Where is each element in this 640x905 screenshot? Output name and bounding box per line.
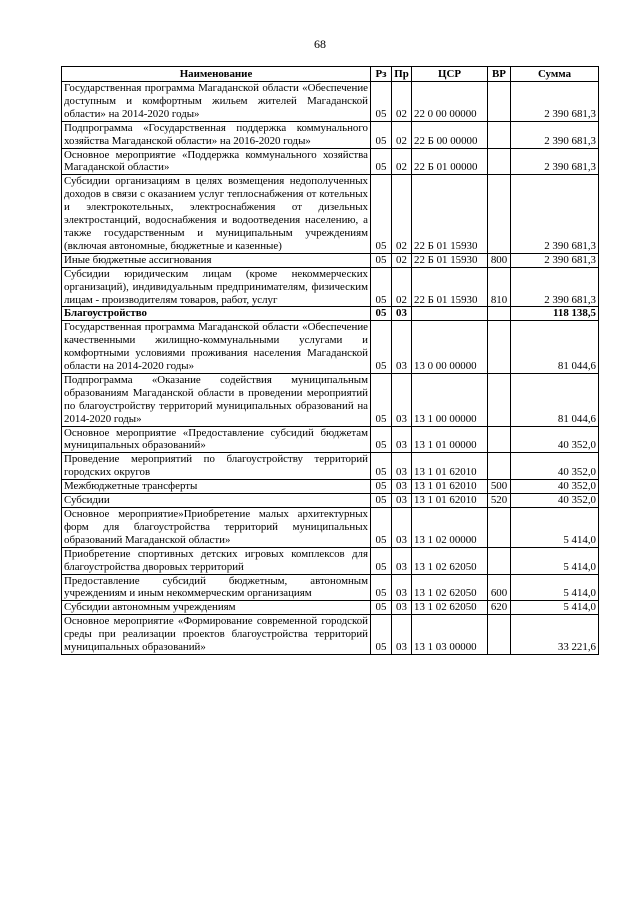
- cell-vr: [488, 426, 511, 453]
- cell-pr: 02: [392, 148, 412, 175]
- table-row: [62, 253, 599, 267]
- cell-vr: 620: [488, 601, 511, 615]
- cell-csr: 13 0 00 00000: [412, 321, 488, 374]
- cell-sum: 2 390 681,3: [511, 121, 599, 148]
- cell-sum: 40 352,0: [511, 480, 599, 494]
- cell-pr: 03: [392, 601, 412, 615]
- header-name: Наименование: [62, 67, 371, 82]
- cell-vr: [488, 547, 511, 574]
- cell-name: Основное мероприятие «Предоставление субсидий бюджетам муниципальных образований»: [62, 426, 371, 453]
- cell-csr: 22 Б 01 15930: [412, 175, 488, 253]
- cell-vr: 500: [488, 480, 511, 494]
- cell-sum: 5 414,0: [511, 601, 599, 615]
- cell-name: Межбюджетные трансферты: [62, 480, 371, 494]
- cell-csr: 13 1 03 00000: [412, 615, 488, 655]
- header-vr: ВР: [488, 67, 511, 82]
- cell-sum: 2 390 681,3: [511, 253, 599, 267]
- cell-csr: 22 Б 01 00000: [412, 148, 488, 175]
- cell-pr: 03: [392, 574, 412, 601]
- cell-sum: 118 138,5: [511, 307, 599, 321]
- cell-rz: 05: [371, 307, 392, 321]
- table-row: [62, 121, 599, 148]
- cell-rz: 05: [371, 480, 392, 494]
- cell-rz: 05: [371, 508, 392, 548]
- cell-name: Иные бюджетные ассигнования: [62, 253, 371, 267]
- cell-vr: [488, 175, 511, 253]
- cell-name: Благоустройство: [62, 307, 371, 321]
- table-row: [62, 615, 599, 655]
- page-number: 68: [314, 37, 326, 51]
- cell-name: Субсидии юридическим лицам (кроме некоммерческих организаций), индивидуальным предпринимателям, физическим лицам - производителям товаров, работ, услуг: [62, 267, 371, 307]
- cell-vr: [488, 121, 511, 148]
- cell-name: Приобретение спортивных детских игровых комплексов для благоустройства дворовых территорий: [62, 547, 371, 574]
- cell-pr: 03: [392, 547, 412, 574]
- cell-vr: [488, 82, 511, 122]
- cell-pr: 02: [392, 253, 412, 267]
- cell-pr: 03: [392, 480, 412, 494]
- cell-csr: 13 1 02 62050: [412, 547, 488, 574]
- cell-rz: 05: [371, 426, 392, 453]
- cell-sum: 2 390 681,3: [511, 267, 599, 307]
- cell-rz: 05: [371, 494, 392, 508]
- cell-rz: 05: [371, 615, 392, 655]
- header-rz: Рз: [371, 67, 392, 82]
- table-row: [62, 267, 599, 307]
- cell-name: Подпрограмма «Оказание содействия муниципальным образованиям Магаданской области в проведении мероприятий по благоустройству территорий муниципальных образований на 2014-2020 годы»: [62, 373, 371, 426]
- table-row: [62, 494, 599, 508]
- cell-pr: 03: [392, 307, 412, 321]
- table-row: [62, 508, 599, 548]
- cell-name: Основное мероприятие «Формирование современной городской среды при реализации проектов благоустройства территорий муниципальных образований»: [62, 615, 371, 655]
- cell-vr: [488, 453, 511, 480]
- cell-rz: 05: [371, 82, 392, 122]
- table-row: [62, 601, 599, 615]
- cell-pr: 02: [392, 82, 412, 122]
- cell-vr: [488, 508, 511, 548]
- cell-name: Государственная программа Магаданской области «Обеспечение доступным и комфортным жильем жителей Магаданской области» на 2014-2020 годы»: [62, 82, 371, 122]
- table-row: [62, 574, 599, 601]
- cell-rz: 05: [371, 148, 392, 175]
- table-row: [62, 453, 599, 480]
- cell-vr: [488, 148, 511, 175]
- cell-csr: 13 1 01 62010: [412, 480, 488, 494]
- cell-pr: 03: [392, 373, 412, 426]
- cell-vr: 520: [488, 494, 511, 508]
- cell-rz: 05: [371, 574, 392, 601]
- cell-csr: 22 Б 01 15930: [412, 253, 488, 267]
- cell-csr: 13 1 01 62010: [412, 494, 488, 508]
- cell-vr: [488, 373, 511, 426]
- cell-name: Субсидии автономным учреждениям: [62, 601, 371, 615]
- cell-sum: 5 414,0: [511, 547, 599, 574]
- table-row: [62, 480, 599, 494]
- cell-sum: 40 352,0: [511, 426, 599, 453]
- cell-csr: 13 1 01 62010: [412, 453, 488, 480]
- table-row: [62, 307, 599, 321]
- cell-csr: 13 1 00 00000: [412, 373, 488, 426]
- cell-rz: 05: [371, 453, 392, 480]
- cell-csr: 13 1 02 62050: [412, 601, 488, 615]
- cell-vr: 810: [488, 267, 511, 307]
- cell-name: Предоставление субсидий бюджетным, автономным учреждениям и иным некоммерческим организациям: [62, 574, 371, 601]
- cell-rz: 05: [371, 373, 392, 426]
- cell-sum: 2 390 681,3: [511, 175, 599, 253]
- cell-vr: 800: [488, 253, 511, 267]
- cell-rz: 05: [371, 253, 392, 267]
- cell-rz: 05: [371, 267, 392, 307]
- cell-name: Проведение мероприятий по благоустройству территорий городских округов: [62, 453, 371, 480]
- cell-pr: 02: [392, 175, 412, 253]
- cell-name: Основное мероприятие»Приобретение малых архитектурных форм для благоустройства территорий муниципальных образований Магаданской области»: [62, 508, 371, 548]
- cell-sum: 5 414,0: [511, 574, 599, 601]
- cell-rz: 05: [371, 547, 392, 574]
- cell-csr: 22 0 00 00000: [412, 82, 488, 122]
- cell-name: Субсидии: [62, 494, 371, 508]
- cell-pr: 03: [392, 453, 412, 480]
- header-csr: ЦСР: [412, 67, 488, 82]
- table-row: [62, 148, 599, 175]
- cell-vr: [488, 321, 511, 374]
- cell-name: Государственная программа Магаданской области «Обеспечение качественными жилищно-коммунальными услугами и комфортными условиями проживания населения Магаданской области на 2014-2020 годы»: [62, 321, 371, 374]
- cell-rz: 05: [371, 601, 392, 615]
- table-row: [62, 175, 599, 253]
- cell-csr: 13 1 02 62050: [412, 574, 488, 601]
- cell-sum: 40 352,0: [511, 494, 599, 508]
- cell-csr: 22 Б 00 00000: [412, 121, 488, 148]
- cell-name: Субсидии организациям в целях возмещения недополученных доходов в связи с оказанием услуг теплоснабжения от котельных и электрокотельных, электроснабжения от дизельных электростанций, водоснабжения и водоотведения населению, а также государственным и муниципальным учреждениям (включая автономные, бюджетные и казенные): [62, 175, 371, 253]
- table-row: [62, 82, 599, 122]
- cell-sum: 5 414,0: [511, 508, 599, 548]
- cell-sum: 33 221,6: [511, 615, 599, 655]
- cell-csr: 13 1 02 00000: [412, 508, 488, 548]
- header-pr: Пр: [392, 67, 412, 82]
- table-row: [62, 321, 599, 374]
- cell-sum: 2 390 681,3: [511, 148, 599, 175]
- cell-sum: 81 044,6: [511, 373, 599, 426]
- cell-rz: 05: [371, 175, 392, 253]
- cell-rz: 05: [371, 321, 392, 374]
- cell-sum: 40 352,0: [511, 453, 599, 480]
- table-row: [62, 547, 599, 574]
- cell-pr: 03: [392, 508, 412, 548]
- cell-sum: 2 390 681,3: [511, 82, 599, 122]
- cell-pr: 03: [392, 615, 412, 655]
- cell-pr: 02: [392, 267, 412, 307]
- table-row: [62, 373, 599, 426]
- cell-rz: 05: [371, 121, 392, 148]
- cell-csr: [412, 307, 488, 321]
- cell-name: Подпрограмма «Государственная поддержка коммунального хозяйства Магаданской области» на 2016-2020 годы»: [62, 121, 371, 148]
- cell-vr: [488, 307, 511, 321]
- header-sum: Сумма: [511, 67, 599, 82]
- cell-pr: 03: [392, 321, 412, 374]
- cell-pr: 03: [392, 494, 412, 508]
- table-header-row: [62, 67, 599, 82]
- budget-table: [61, 66, 599, 655]
- cell-vr: 600: [488, 574, 511, 601]
- cell-name: Основное мероприятие «Поддержка коммунального хозяйства Магаданской области»: [62, 148, 371, 175]
- table-row: [62, 426, 599, 453]
- cell-sum: 81 044,6: [511, 321, 599, 374]
- cell-csr: 22 Б 01 15930: [412, 267, 488, 307]
- cell-pr: 03: [392, 426, 412, 453]
- cell-csr: 13 1 01 00000: [412, 426, 488, 453]
- cell-vr: [488, 615, 511, 655]
- cell-pr: 02: [392, 121, 412, 148]
